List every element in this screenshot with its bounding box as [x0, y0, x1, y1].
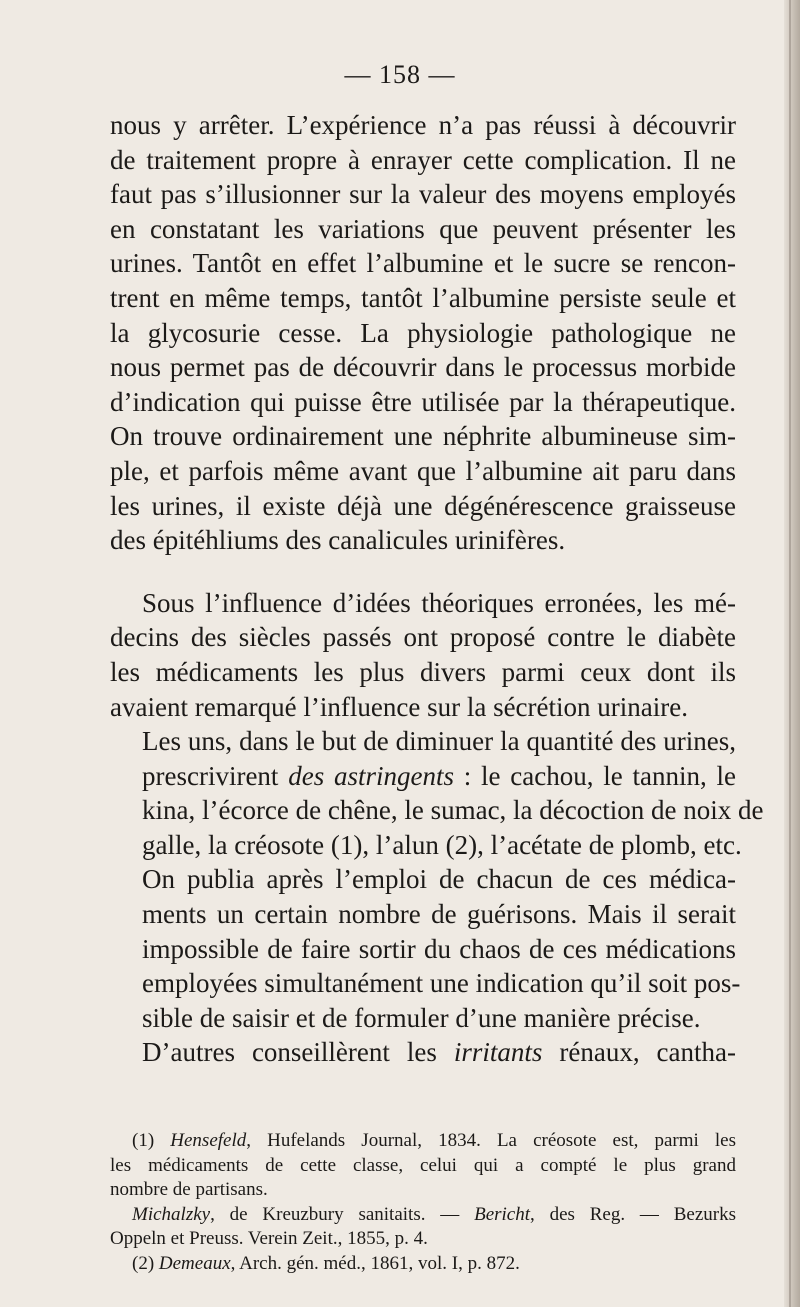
text-line-22: On publia après l’emploi de chacun de ces médica- — [142, 864, 736, 895]
text-line-17: avaient remarqué l’influence sur la sécrétion urinaire. — [110, 691, 688, 722]
footnote-2-text: , Arch. gén. méd., 1861, vol. I, p. 872. — [230, 1252, 520, 1274]
text-line-12: les urines, il existe déjà une dégénérescence graisseuse — [110, 490, 736, 521]
text-line-20: kina, l’écorce de chêne, le sumac, la décoction de noix de — [142, 795, 764, 826]
text-line-27-after: rénaux, cantha- — [542, 1037, 736, 1068]
body-text — [110, 108, 764, 1070]
page-edge-shadow — [784, 0, 800, 1307]
footnote-1-line-4 — [110, 1203, 736, 1228]
text-line-3: faut pas s’illusionner sur la valeur des moyens employés — [110, 179, 736, 210]
text-line-6: trent en même temps, tantôt l’albumine persiste seule et — [110, 282, 736, 313]
footnote-1-line-3: nombre de partisans. — [110, 1179, 268, 1200]
text-line-15: decins des siècles passés ont proposé contre le diabète — [110, 622, 736, 653]
text-line-5: urines. Tantôt en effet l’albumine et le sucre se rencon- — [110, 248, 736, 279]
text-line-25: employées simultanément une indication qu’il soit pos- — [142, 968, 741, 999]
footnote-1-text: , Hufelands Journal, 1834. La créosote est, parmi les — [246, 1130, 736, 1151]
footnote-1-text-3: , des Reg. — Bezurks — [530, 1203, 736, 1225]
footnote-1-number: (1) — [132, 1130, 171, 1151]
footnote-1-author-2: Michalzky — [132, 1203, 211, 1225]
text-line-21: galle, la créosote (1), l’alun (2), l’acétate de plomb, etc. — [142, 829, 742, 860]
text-line-24: impossible de faire sortir du chaos de ces médications — [142, 933, 736, 964]
page-number: — 158 — — [344, 60, 456, 89]
text-line-13: des épitéhliums des canalicules urinifères. — [110, 525, 566, 556]
text-line-19-before: prescrivirent — [142, 760, 289, 791]
footnote-2-number: (2) — [132, 1252, 159, 1274]
footnote-1-title: Bericht — [474, 1203, 531, 1225]
page-edge-line — [789, 0, 791, 1307]
text-line-19-italic: des astringents — [288, 760, 454, 791]
text-line-10: On trouve ordinairement une néphrite albumineuse sim- — [110, 421, 736, 452]
text-line-27 — [110, 1035, 736, 1070]
text-line-14: Sous l’influence d’idées théoriques erronées, les mé- — [142, 587, 736, 618]
footnote-2-author: Demeaux — [158, 1252, 231, 1274]
text-line-27-before: D’autres conseillèrent les — [142, 1037, 454, 1068]
footnote-1-line-1 — [110, 1129, 736, 1154]
footnote-1-text-2: , de Kreuzbury sanitaits. — — [210, 1203, 475, 1225]
text-line-16: les médicaments les plus divers parmi ceux dont ils — [110, 656, 736, 687]
footnote-1-line-2: les médicaments de cette classe, celui qui a compté le plus grand — [110, 1154, 736, 1176]
text-line-27-italic: irritants — [453, 1037, 543, 1068]
text-line-18: Les uns, dans le but de diminuer la quantité des urines, — [142, 726, 736, 757]
text-line-26: sible de saisir et de formuler d’une manière précise. — [142, 1002, 701, 1033]
paragraph-gap — [110, 558, 736, 586]
text-line-7: la glycosurie cesse. La physiologie pathologique ne — [110, 317, 736, 348]
footnote-2-line-1 — [110, 1252, 736, 1277]
text-line-2: de traitement propre à enrayer cette complication. Il ne — [110, 144, 736, 175]
text-line-9: d’indication qui puisse être utilisée par la thérapeutique. — [110, 386, 736, 417]
text-line-19 — [110, 759, 736, 794]
text-line-23: ments un certain nombre de guérisons. Mais il serait — [142, 899, 736, 930]
text-line-4: en constatant les variations que peuvent présenter les — [110, 213, 736, 244]
footnotes — [110, 1129, 736, 1276]
text-line-19-after: : le cachou, le tannin, le — [454, 760, 737, 791]
footnote-1-line-5: Oppeln et Preuss. Verein Zeit., 1855, p. 4. — [110, 1228, 428, 1249]
text-line-8: nous permet pas de découvrir dans le processus morbide — [110, 352, 736, 383]
text-line-11: ple, et parfois même avant que l’albumine ait paru dans — [110, 455, 736, 486]
text-line-1: nous y arrêter. L’expérience n’a pas réussi à découvrir — [110, 110, 736, 140]
footnote-1-author: Hensefeld — [170, 1130, 247, 1151]
